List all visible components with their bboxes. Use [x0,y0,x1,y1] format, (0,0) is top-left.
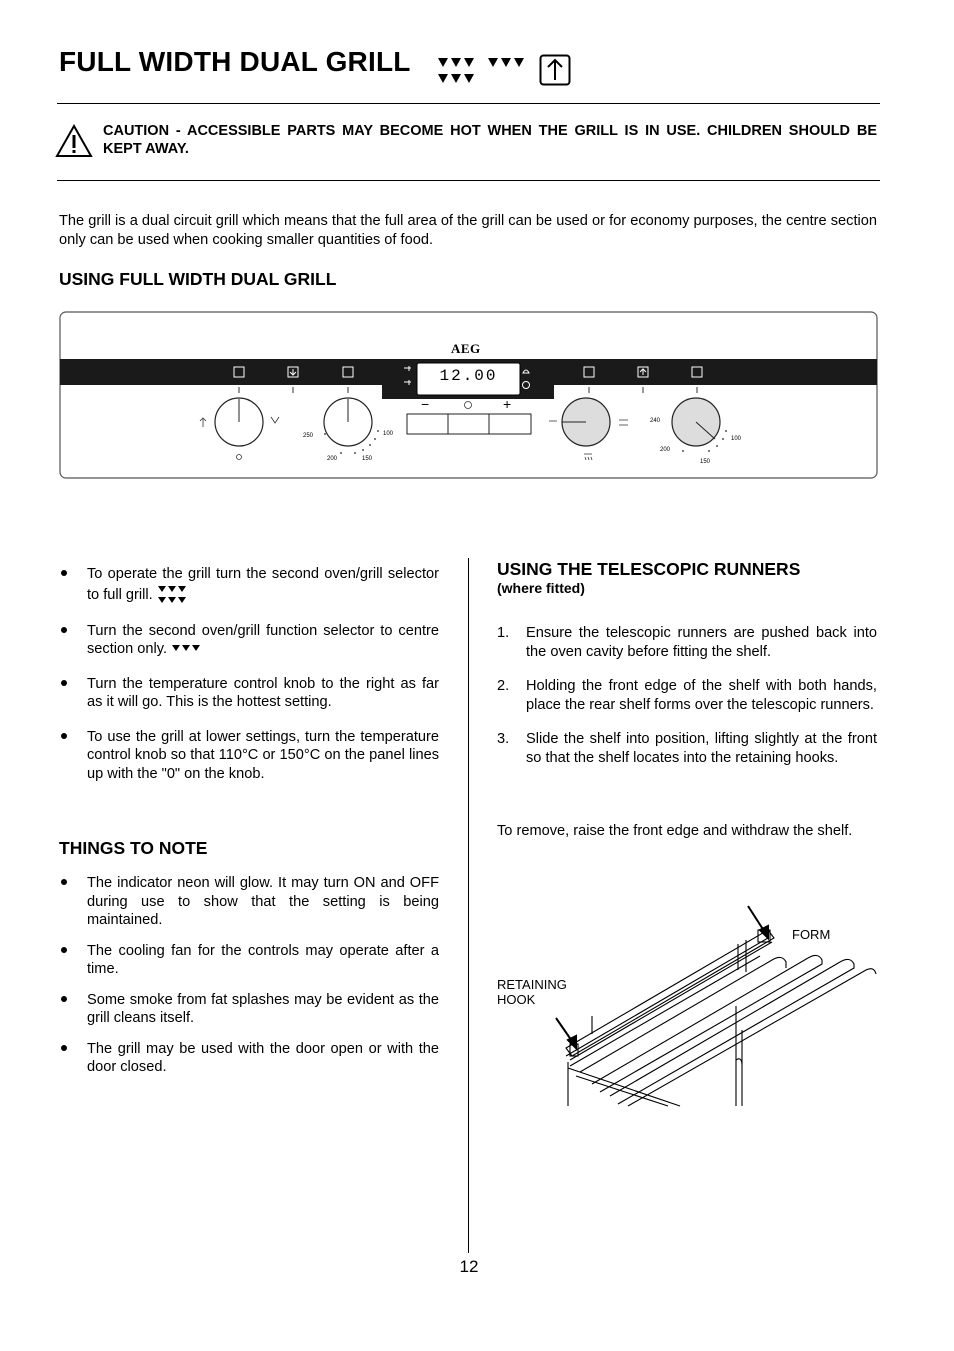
retaining-hook-label-line1: RETAINING [497,977,567,992]
right-dial-240: 240 [650,418,661,424]
left-dial-100: 100 [383,431,394,437]
left-dial-200: 200 [327,456,338,462]
top-oven-arrow-icon [539,54,571,86]
notes-list [59,874,439,1077]
list-item: To use the grill at lower settings, turn the temperature control knob so that 110°C or 150°C on the panel lines up with the "0" on the knob. [59,728,439,784]
control-panel-illustration [59,311,879,481]
panel-brand-logo: AEG [451,341,481,356]
section-subheading: (where fitted) [497,580,585,596]
retaining-hook-label-line2: HOOK [497,992,536,1007]
clock-display: 12.00 [439,367,498,385]
caution-rule [57,180,880,181]
caution-text: CAUTION - ACCESSIBLE PARTS MAY BECOME HOT WHEN THE GRILL IS IN USE. CHILDREN SHOULD BE KEPT AWAY. [103,123,877,157]
page-title: FULL WIDTH DUAL GRILL [59,46,411,77]
full-grill-icon [436,56,478,88]
right-dial-200: 200 [660,447,671,453]
list-item: 2. Holding the front edge of the shelf with both hands, place the rear shelf forms over the telescopic runners. [497,678,877,713]
left-dial-250: 250 [303,433,314,439]
centre-grill-icon [486,56,528,72]
page-number: 12 [459,1257,479,1276]
form-label: FORM [792,927,831,942]
left-dial-150: 150 [362,456,373,462]
list-item: The indicator neon will glow. It may turn ON and OFF during use to show that the setting is being maintained. [59,874,439,930]
remove-paragraph: To remove, raise the front edge and withdraw the shelf. [497,823,853,839]
right-dial-150: 150 [700,459,711,465]
telescopic-steps-list [497,624,877,783]
list-item: To operate the grill turn the second oven/grill selector to full grill. [59,565,439,606]
full-grill-icon [157,584,187,606]
plus-button-label: + [503,396,512,412]
warning-icon [55,124,93,158]
section-heading-using-full: USING FULL WIDTH DUAL GRILL [59,269,337,289]
list-item: 3. Slide the shelf into position, lifting slightly at the front so that the shelf locates into the retaining hooks. [497,731,877,766]
list-item: Some smoke from fat splashes may be evident as the grill cleans itself. [59,991,439,1028]
minus-button-label: − [421,396,430,412]
intro-paragraph: The grill is a dual circuit grill which means that the full area of the grill can be used or for economy purposes, the centre section only can be used when cooking smaller quantities of food. [59,213,877,248]
list-item: The cooling fan for the controls may operate after a time. [59,942,439,979]
list-item: Turn the temperature control knob to the right as far as it will go. This is the hottest setting. [59,675,439,712]
right-dial-100: 100 [731,436,742,442]
column-divider [468,558,469,1253]
centre-grill-icon [171,644,201,654]
list-item: 1. Ensure the telescopic runners are pushed back into the oven cavity before fitting the shelf. [497,625,877,660]
list-item: Turn the second oven/grill function selector to centre section only. [59,622,439,659]
title-rule [57,103,880,104]
section-heading-telescopic: USING THE TELESCOPIC RUNNERS [497,559,801,579]
section-heading-things-to-note: THINGS TO NOTE [59,838,208,858]
grill-steps-list [59,565,439,783]
list-item: The grill may be used with the door open or with the door closed. [59,1040,439,1077]
